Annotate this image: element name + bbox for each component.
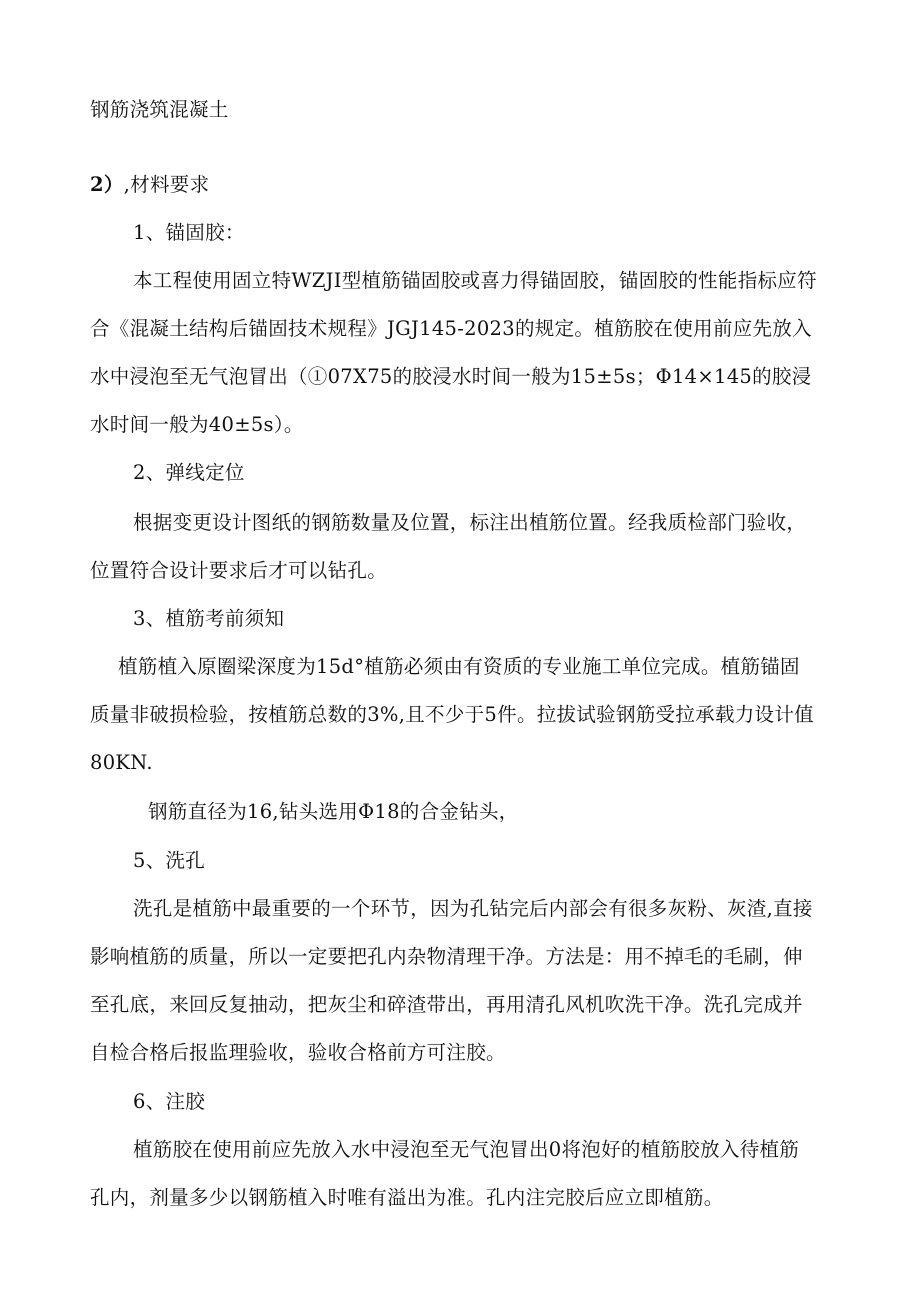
item-3-line: 质量非破损检验，按植筋总数的3%,且不少于5件。拉拔试验钢筋受拉承载力设计值 <box>90 703 814 726</box>
item-2-line: 位置符合设计要求后才可以钻孔。 <box>90 559 388 582</box>
intro-line: 钢筋浇筑混凝土 <box>90 98 229 121</box>
item-1-line: 水时间一般为40±5s）。 <box>90 413 304 436</box>
item-2-line: 根据变更设计图纸的钢筋数量及位置，标注出植筋位置。经我质检部门验收， <box>133 511 807 534</box>
item-1-line: 合《混凝土结构后锚固技术规程》JGJ145-2023的规定。植筋胶在使用前应先放入 <box>90 317 812 340</box>
section-2-heading <box>90 170 209 200</box>
item-3-line: 植筋植入原圈梁深度为15d°植筋必须由有资质的专业施工单位完成。植筋锚固 <box>118 655 800 678</box>
section-2-number: 2） <box>90 173 124 196</box>
item-3-line: 80KN. <box>90 751 153 774</box>
item-2-heading: 2、弹线定位 <box>133 461 245 484</box>
item-6-heading: 6、注胶 <box>133 1090 206 1113</box>
item-5-line: 影响植筋的质量，所以一定要把孔内杂物清理干净。方法是：用不掉毛的毛刷，伸 <box>90 945 803 968</box>
item-6-line: 植筋胶在使用前应先放入水中浸泡至无气泡冒出0将泡好的植筋胶放入待植筋 <box>133 1138 800 1161</box>
item-5-heading: 5、洗孔 <box>133 849 206 872</box>
item-3-heading: 3、植筋考前须知 <box>133 607 285 630</box>
item-5-line: 至孔底，来回反复抽动，把灰尘和碎渣带出，再用清孔风机吹洗干净。洗孔完成并 <box>90 993 803 1016</box>
item-6-line: 孔内，剂量多少以钢筋植入时唯有溢出为准。孔内注完胶后应立即植筋。 <box>90 1186 724 1209</box>
item-5-line: 自检合格后报监理验收，验收合格前方可注胶。 <box>90 1041 506 1064</box>
item-1-line: 本工程使用固立特WZJI型植筋锚固胶或喜力得锚固胶，锚固胶的性能指标应符 <box>133 269 817 292</box>
item-1-line: 水中浸泡至无气泡冒出（①07X75的胶浸水时间一般为15±5s；Φ14×145的胶浸 <box>90 365 812 388</box>
item-1-heading: 1、锚固胶： <box>133 221 245 244</box>
item-4-line: 钢筋直径为16,钻头选用Φ18的合金钻头， <box>148 800 519 823</box>
item-5-line: 洗孔是植筋中最重要的一个环节，因为孔钻完后内部会有很多灰粉、灰渣,直接 <box>133 897 813 920</box>
section-2-title: ,材料要求 <box>123 173 210 196</box>
